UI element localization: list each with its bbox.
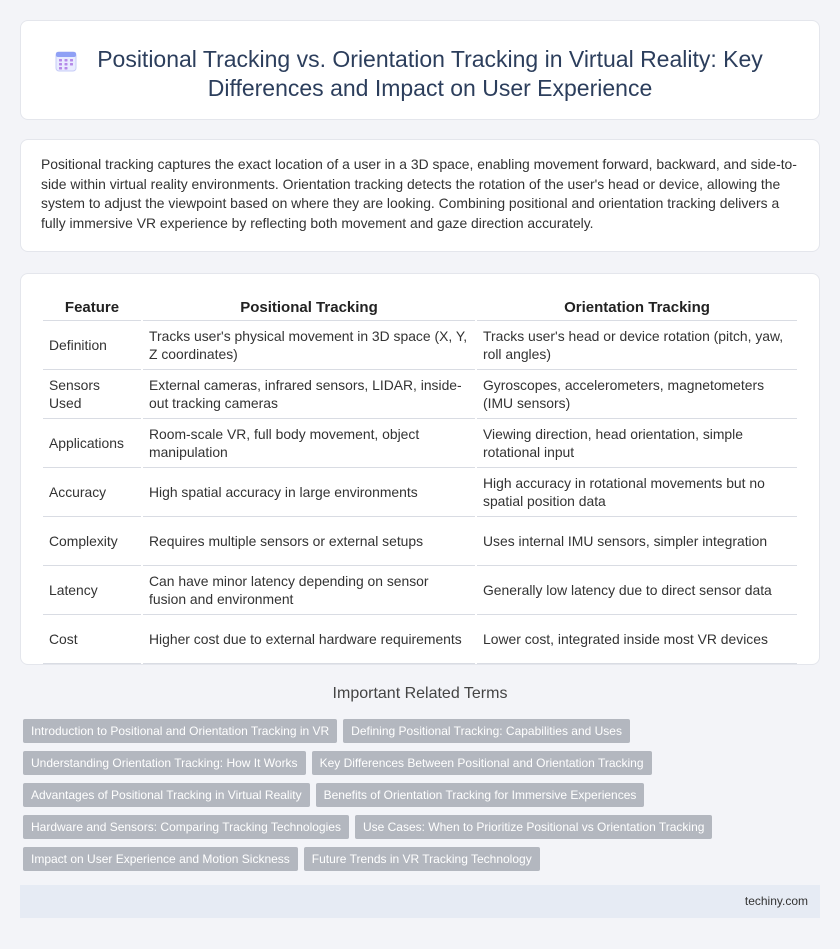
table-row (43, 615, 797, 664)
table-header-row (43, 294, 797, 321)
orientation-cell: Viewing direction, head orientation, simple rotational input (477, 419, 797, 468)
related-terms-list (23, 719, 823, 879)
related-term-tag[interactable]: Introduction to Positional and Orientation Tracking in VR (23, 719, 337, 743)
feature-cell: Complexity (43, 517, 141, 566)
column-header-orientation: Orientation Tracking (477, 294, 797, 321)
table-row (43, 566, 797, 615)
feature-cell: Accuracy (43, 468, 141, 517)
feature-cell: Cost (43, 615, 141, 664)
table-row (43, 468, 797, 517)
column-header-feature: Feature (43, 294, 141, 321)
column-header-positional: Positional Tracking (143, 294, 475, 321)
feature-cell: Sensors Used (43, 370, 141, 419)
related-term-tag[interactable]: Defining Positional Tracking: Capabilities and Uses (343, 719, 630, 743)
related-term-tag[interactable]: Understanding Orientation Tracking: How It Works (23, 751, 306, 775)
positional-cell: Can have minor latency depending on sensor fusion and environment (143, 566, 475, 615)
positional-cell: Requires multiple sensors or external setups (143, 517, 475, 566)
orientation-cell: High accuracy in rotational movements but no spatial position data (477, 468, 797, 517)
related-term-tag[interactable]: Use Cases: When to Prioritize Positional vs Orientation Tracking (355, 815, 712, 839)
positional-cell: Room-scale VR, full body movement, object manipulation (143, 419, 475, 468)
related-term-tag[interactable]: Hardware and Sensors: Comparing Tracking Technologies (23, 815, 349, 839)
intro-paragraph: Positional tracking captures the exact location of a user in a 3D space, enabling movement forward, backward, and side-to-side within virtual reality environments. Orientation tracking detects the rotation of the user's head or device, allowing the system to adjust the viewpoint based on where they are looking. Combining positional and orientation tracking delivers a fully immersive VR experience by reflecting both movement and gaze direction accurately. (41, 156, 797, 231)
related-terms-title: Important Related Terms (332, 685, 508, 702)
comparison-table (41, 294, 799, 664)
orientation-cell: Tracks user's head or device rotation (pitch, yaw, roll angles) (477, 321, 797, 370)
orientation-cell: Gyroscopes, accelerometers, magnetometers (IMU sensors) (477, 370, 797, 419)
feature-cell: Applications (43, 419, 141, 468)
footer (20, 885, 820, 918)
tag-row (23, 815, 823, 847)
tag-row (23, 719, 823, 751)
feature-cell: Definition (43, 321, 141, 370)
related-term-tag[interactable]: Impact on User Experience and Motion Sickness (23, 847, 298, 871)
related-term-tag[interactable]: Future Trends in VR Tracking Technology (304, 847, 540, 871)
table-row (43, 370, 797, 419)
tag-row (23, 847, 823, 879)
table-row (43, 321, 797, 370)
tag-row (23, 751, 823, 783)
related-term-tag[interactable]: Benefits of Orientation Tracking for Immersive Experiences (316, 783, 645, 807)
intro-card (20, 139, 820, 252)
comparison-card (20, 273, 820, 665)
footer-site-link[interactable]: techiny.com (744, 894, 808, 908)
header-card (20, 20, 820, 120)
tag-row (23, 783, 823, 815)
positional-cell: Tracks user's physical movement in 3D space (X, Y, Z coordinates) (143, 321, 475, 370)
table-row (43, 419, 797, 468)
orientation-cell: Lower cost, integrated inside most VR devices (477, 615, 797, 664)
positional-cell: High spatial accuracy in large environments (143, 468, 475, 517)
orientation-cell: Uses internal IMU sensors, simpler integration (477, 517, 797, 566)
positional-cell: Higher cost due to external hardware requirements (143, 615, 475, 664)
related-term-tag[interactable]: Advantages of Positional Tracking in Virtual Reality (23, 783, 310, 807)
feature-cell: Latency (43, 566, 141, 615)
orientation-cell: Generally low latency due to direct sensor data (477, 566, 797, 615)
positional-cell: External cameras, infrared sensors, LIDAR, inside-out tracking cameras (143, 370, 475, 419)
table-row (43, 517, 797, 566)
related-term-tag[interactable]: Key Differences Between Positional and Orientation Tracking (312, 751, 652, 775)
page-title: Positional Tracking vs. Orientation Tracking in Virtual Reality: Key Differences and Impact on User Experience (97, 46, 763, 101)
